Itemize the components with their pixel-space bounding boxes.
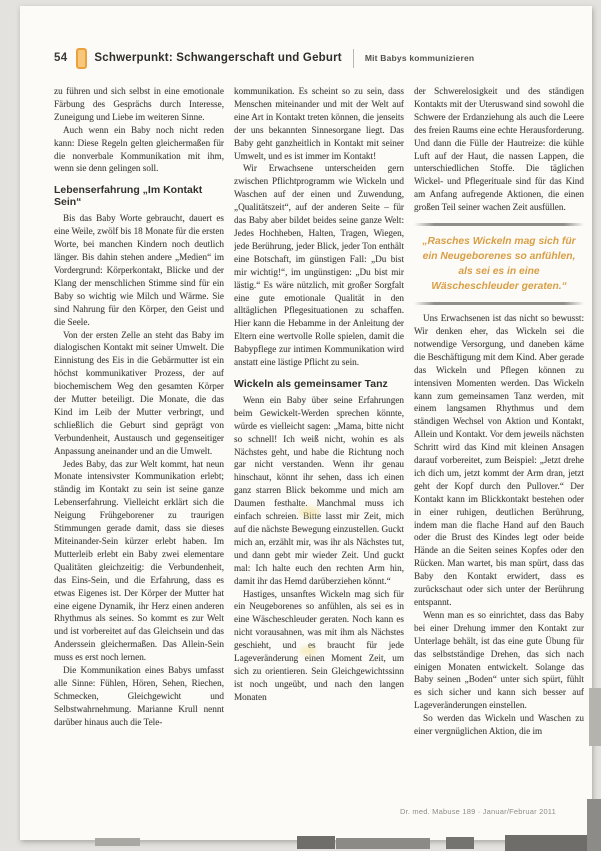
magazine-page xyxy=(20,6,592,840)
paragraph: Wenn man es so einrichtet, dass das Baby bei einer Drehung immer den Kontakt zur Unterlage behält, ist das eine gute Übung für das selbstständige Drehen, das sich nach einigen Monaten entwickelt. Solange das Baby seinen „Boden“ unter sich spürt, fühlt es sich sicher und kann sich besser auf Lageveränderungen einstellen. xyxy=(414,609,584,711)
section-title: Schwerpunkt: Schwangerschaft und Geburt xyxy=(94,52,342,64)
subheading-wickeln-tanz: Wickeln als gemeinsamer Tanz xyxy=(234,377,388,390)
scan-shadow xyxy=(446,837,474,849)
pull-quote-text: „Rasches Wickeln mag sich für ein Neugeborenes so anfühlen, als sei es in eine Wäscheschleuder geraten.“ xyxy=(422,236,576,293)
column-right xyxy=(414,85,584,797)
paragraph: Wenn ein Baby über seine Erfahrungen beim Gewickelt-Werden sprechen könnte, würde es vielleicht sagen: „Mama, bitte nicht so schnell! Ich weiß nicht, wohin es als Nächstes geht, und habe die Richtung noch gar nicht verstanden. Wenn ihr genau hinschaut, könnt ihr sehen, dass ich einen ganz starren Blick bekomme und mich am Daumen festhalte. Manchmal muss ich einfach schreien. Bitte lasst mir Zeit, mich auf die nächste Bewegung einzustellen. Guckt mich an, erzählt mir, was ihr als Nächstes tut, und dann gebt mir wieder Zeit. Und guckt mal: Ich halte euch den rechten Arm hin, damit ihr das Hemd darüberziehen könnt.“ xyxy=(234,394,404,586)
paragraph: Uns Erwachsenen ist das nicht so bewusst: Wir denken eher, das Wickeln sei die notwendige Versorgung, und daneben käme die Beschäftigung mit dem Kind. Aber gerade das Wickeln und Pflegen können zu intensiven Momenten werden. Das Wickeln kann zum gemeinsamen Tanz werden, mit einem langsamen Rhythmus und dem ständigen Wechsel von Aktion und Kontakt, Allein und Kontakt. Vor dem jeweils nächsten Schritt wird das Kind mit kleinen Ansagen darauf vorbereitet, zum Beispiel: „Jetzt drehe ich dich um, jetzt kommt der Arm dran, jetzt geht der Kopf durch den Pullover.“ Der Kontakt kann im Blickkontakt bestehen oder in einer ruhigen, deutlichen Berührung, indem man die flache Hand auf den Bauch oder die Brust des Kindes legt oder beide Hände an die Seiten seines Kopfes oder den Rücken. Man wartet, bis man spürt, dass das Baby den Kontakt erwidert, dass es zurückschaut oder sich unter der Berührung entspannt. xyxy=(414,313,584,607)
paragraph: Hastiges, unsanftes Wickeln mag sich für ein Neugeborenes so anfühlen, als sei es in eine Wäscheschleuder geraten. Noch kann es nicht vorausahnen, was mit ihm als Nächstes geschieht, und es braucht für jede Lageveränderung einen Moment Zeit, um sich zu orientieren. Sein Gleichgewichtssinn ist noch ungeübt, und nach den langen Monaten xyxy=(234,588,404,702)
paragraph: der Schwerelosigkeit und des ständigen Kontakts mit der Uteruswand sind sowohl die Schwere der Erdanziehung als auch die Leere des freien Raums eine echte Herausforderung. Und dann die Fülle der Hautreize: die kühle Luft auf der Haut, die nassen Lappen, die unterschiedlichen Stoffe. Die täglichen Wickel- und Pflegerituale sind für das Kind am Anfang aufregende Aktionen, die einen großen Teil seiner wachen Zeit ausfüllen. xyxy=(414,86,584,213)
paragraph: zu führen und sich selbst in eine emotionale Färbung des Gesprächs durch Interesse, Zuneigung und Liebe im weiteren Sinne. xyxy=(54,86,224,122)
column-left xyxy=(54,85,224,797)
scan-smudge xyxy=(299,646,317,656)
paragraph: Wir Erwachsene unterscheiden gern zwischen Pflichtprogramm wie Wickeln und Waschen auf der einen und Zuwendung, „Qualitätszeit“, auf der anderen Seite – für das Baby aber bildet beides seine ganze Welt: Jedes Hochheben, Halten, Tragen, Wiegen, jede Berührung, jeder Blick, jeder Ton enthält eine Botschaft, im günstigen Fall: „Du bist mir wichtig!“, im ungünstigen: „Du bist mir lästig.“ Es wäre nützlich, mit großer Sorgfalt eine gute emotionale Qualität in den alltäglichen Pflegesituationen zu schaffen. Hier kann die Hebamme in der Anleitung der Eltern eine wertvolle Rolle spielen, damit die Babypflege zur intimen Kommunikation wird anstatt eine lästige Pflicht zu sein. xyxy=(234,163,404,368)
article-columns xyxy=(54,85,584,797)
paragraph: Jedes Baby, das zur Welt kommt, hat neun Monate intensivster Kommunikation erlebt; ständig im Kontakt zu sein ist seine ganze Lebenserfahrung. Vielleicht erklärt sich die Neigung Frühgeborener zu traurigen Stimmungen gerade damit, dass sie dieses Miteinander-Sein kürzer erlebt haben. Im Mutterleib erlebt ein Baby zwei elementare Qualitäten gleichzeitig: die Verbundenheit, das Eins-Sein, und die Erfahrung, dass es etwas Eigenes ist. Der Körper der Mutter hat eine eigene Dynamik, ihr Herz einen anderen Rhythmus als seines. So kommt es zur Welt und ist vorbereitet auf das Gleichsein und das Anderssein gleichermaßen. Das Allein-Sein muss es erst noch lernen. xyxy=(54,458,224,663)
page-header xyxy=(54,46,572,70)
pull-quote xyxy=(414,223,584,305)
column-middle xyxy=(234,85,404,797)
page-number: 54 xyxy=(54,52,68,64)
paragraph: Die Kommunikation eines Babys umfasst alle Sinne: Fühlen, Hören, Sehen, Riechen, Schmecken, Gleichgewicht und Selbstwahrnehmung. Marianne Krull nennt darüber hinaus auch die Tele- xyxy=(54,665,224,727)
orange-highlight-marker-icon xyxy=(76,48,87,69)
quote-rule-bottom xyxy=(414,302,584,305)
paragraph: kommunikation. Es scheint so zu sein, dass Menschen miteinander und mit der Welt auf eine Art in Kontakt treten können, die jenseits der uns bekannten Sinnesorgane liegt. Das Baby geht ganzheitlich in Kontakt mit seiner Umwelt, und es ist immer im Kontakt! xyxy=(234,86,404,161)
journal-footer: Dr. med. Mabuse 189 · Januar/Februar 2011 xyxy=(399,807,556,816)
paragraph: So werden das Wickeln und Waschen zu einer vergnüglichen Aktion, die im xyxy=(414,713,584,737)
article-topic: Mit Babys kommunizieren xyxy=(364,53,475,63)
paragraph: Von der ersten Zelle an steht das Baby im dialogischen Kontakt mit seiner Umwelt. Die Einnistung des Eis in die Gebärmutter ist ein höchst kommunikativer Prozess, der auf biochemischem Weg den gesamten Körper der Mutter beteiligt. Die Monate, die das Kind im Leib der Mutter verbringt, und schließlich die Geburt sind geprägt von Verbundenheit, Austausch und gegenseitiger Anpassung aneinander und an die Umwelt. xyxy=(54,329,224,456)
scan-smudge xyxy=(298,506,320,518)
paragraph: Bis das Baby Worte gebraucht, dauert es eine Weile, zwölf bis 18 Monate für die ersten Worte, bei manchen Kindern noch deutlich länger. Bis dahin stehen andere „Medien“ im Vordergrund: Körperkontakt, Blicke und der Klang der menschlichen Stimme sind für ein Baby so wichtig wie Milch und Wärme. Sie sind Nahrung für den Körper, den Geist und die Seele. xyxy=(54,213,224,327)
scan-shadow xyxy=(95,838,140,846)
scan-shadow xyxy=(336,838,430,849)
header-divider xyxy=(353,49,354,68)
quote-rule-top xyxy=(414,223,584,226)
scan-shadow xyxy=(297,836,335,849)
paragraph: Auch wenn ein Baby noch nicht reden kann: Diese Regeln gelten gleichermaßen für die nonverbale Kommunikation mit ihm, wenn sie denn gelingen soll. xyxy=(54,124,224,174)
scan-shadow xyxy=(589,688,601,746)
scan-shadow xyxy=(587,799,601,851)
subheading-lebenserfahrung: Lebenserfahrung „Im Kontakt Sein“ xyxy=(54,184,203,209)
